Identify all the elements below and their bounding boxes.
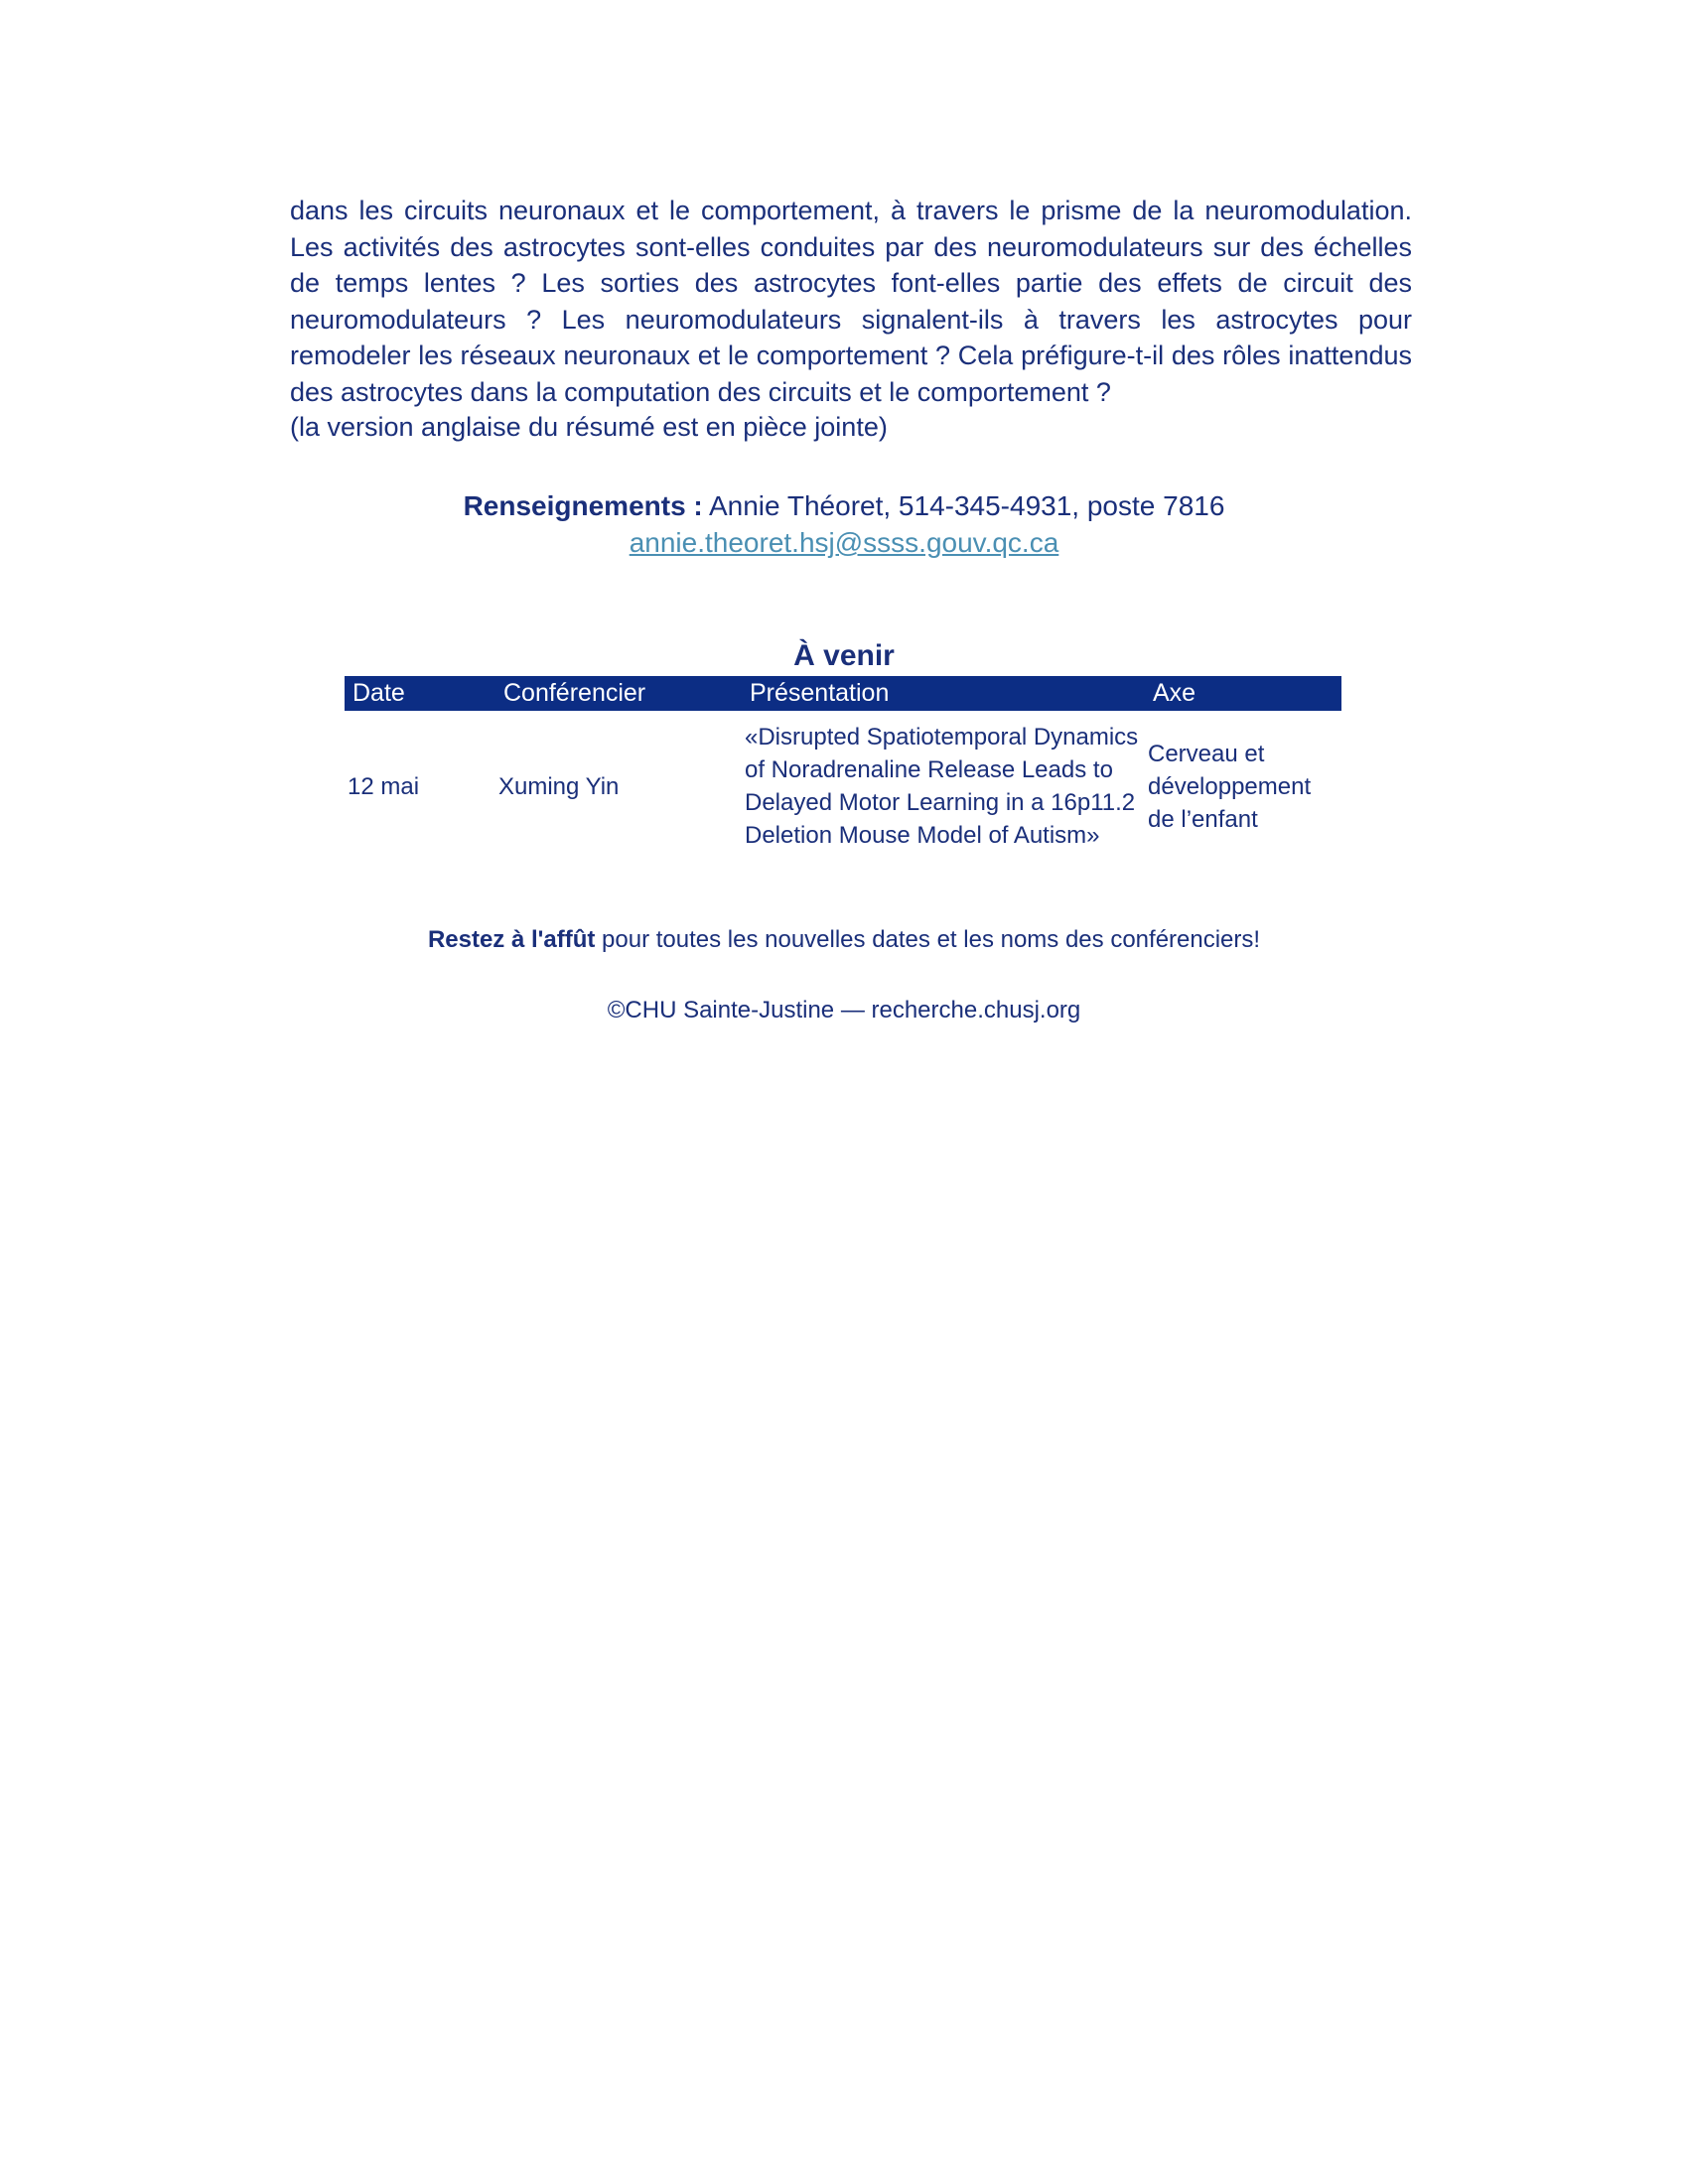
contact-email-link[interactable]: annie.theoret.hsj@ssss.gouv.qc.ca	[629, 527, 1059, 558]
contact-label: Renseignements :	[463, 490, 703, 521]
header-presentation: Présentation	[742, 676, 1145, 711]
contact-line	[0, 487, 1688, 524]
upcoming-title: À venir	[793, 639, 895, 672]
table-row	[345, 711, 1341, 862]
header-speaker: Conférencier	[495, 676, 742, 711]
table-header-row	[345, 676, 1341, 711]
row-speaker: Xuming Yin	[498, 772, 620, 800]
header-axis: Axe	[1145, 676, 1341, 711]
translation-note: (la version anglaise du résumé est en pièce jointe)	[290, 412, 888, 442]
contact-details: Annie Théoret, 514-345-4931, poste 7816	[708, 490, 1225, 521]
abstract-text: dans les circuits neuronaux et le comportement, à travers le prisme de la neuromodulation. Les activités des astrocytes sont-elles conduites par des neuromodulateurs sur des échelles de temps lentes ? Les sorties des astrocytes font-elles partie des effets de circuit des neuromodulateurs ? Les neuromodulateurs signalent-ils à travers les astrocytes pour remodeler les réseaux neuronaux et le comportement ? Cela préfigure-t-il des rôles inattendus des astrocytes dans la computation des circuits et le comportement ?	[290, 196, 1412, 407]
stay-tuned-strong: Restez à l'affût	[427, 926, 596, 953]
row-presentation: «Disrupted Spatiotemporal Dynamics of Noradrenaline Release Leads to Delayed Motor Learning in a 16p11.2 Deletion Mouse Model of Autism»	[745, 724, 1139, 849]
footer: ©CHU Sainte-Justine — recherche.chusj.org	[607, 997, 1081, 1024]
row-date: 12 mai	[348, 772, 420, 800]
stay-tuned-rest: pour toutes les nouvelles dates et les noms des conférenciers!	[595, 926, 1261, 953]
row-axis: Cerveau et développement de l’enfant	[1148, 740, 1312, 833]
stay-tuned-line	[0, 923, 1688, 956]
contact-email-line	[0, 524, 1688, 561]
upcoming-table	[345, 676, 1341, 862]
header-date: Date	[345, 676, 495, 711]
